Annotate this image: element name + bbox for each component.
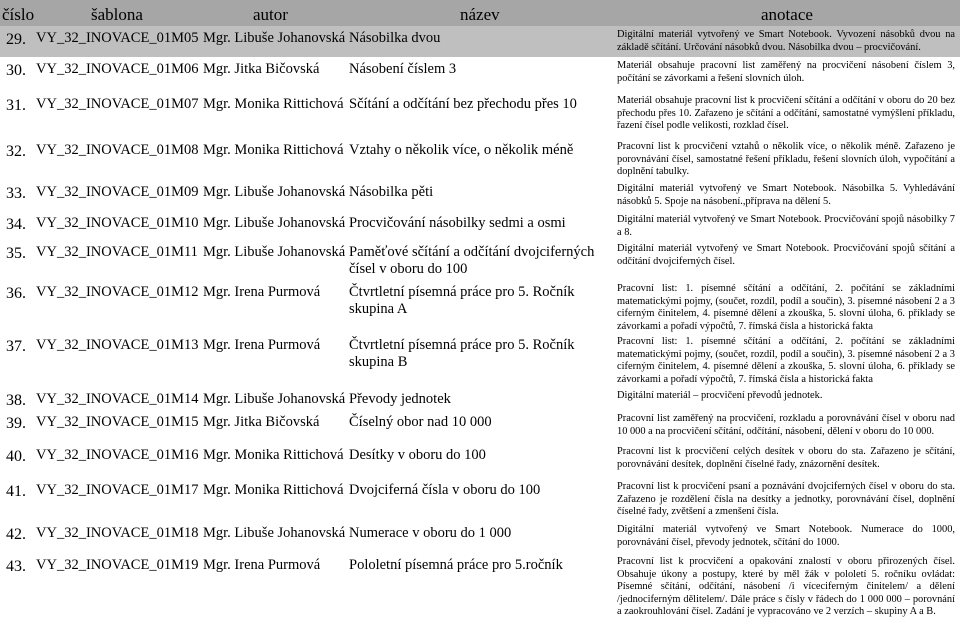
row-title: Procvičování násobilky sedmi a osmi (349, 215, 566, 231)
table-row (0, 26, 960, 57)
row-title: Násobilka dvou (349, 30, 441, 46)
table-row (0, 92, 960, 138)
row-author: Mgr. Monika Rittichová (203, 447, 344, 463)
row-number: 42. (6, 526, 26, 543)
row-title: Paměťové sčítání a odčítání dvojciferných čísel v oboru do 100 (349, 244, 595, 277)
row-author: Mgr. Jitka Bičovská (203, 61, 320, 77)
row-title: Numerace v oboru do 1 000 (349, 525, 512, 541)
row-author: Mgr. Monika Rittichová (203, 482, 344, 498)
row-template-code: VY_32_INOVACE_01M11 (36, 244, 198, 260)
row-template-code: VY_32_INOVACE_01M13 (36, 337, 199, 353)
table-row (0, 478, 960, 521)
row-template-code: VY_32_INOVACE_01M07 (36, 96, 199, 112)
row-annotation: Digitální materiál vytvořený ve Smart Notebook. Numerace do 1000, porovnávání čísel, převody jednotek, sčítání do 1000. (617, 524, 955, 548)
table-row (0, 333, 960, 387)
row-number: 40. (6, 448, 26, 465)
row-title: Převody jednotek (349, 391, 451, 407)
table-row (0, 387, 960, 410)
row-number: 39. (6, 415, 26, 432)
row-template-code: VY_32_INOVACE_01M12 (36, 284, 199, 300)
row-annotation: Pracovní list k procvičení a opakování znalostí v oboru přirozených čísel. Obsahuje úkony a postupy, které by měl žák v pololetí 5. ročníku ovládat: Písemné sčítání, odčítání, násobení /i víceciferným činitelem/ a dělení /jednociferným dělitelem/. Dále práce s čísly v řádech do 1 000 000 – porovnání a zaokrouhlování čísel. Zadání je vypracováno ve 2 verzích – skupiny A a B. (617, 556, 955, 618)
row-template-code: VY_32_INOVACE_01M16 (36, 447, 199, 463)
row-annotation: Digitální materiál – procvičení převodů jednotek. (617, 390, 823, 401)
row-title: Násobení číslem 3 (349, 61, 457, 77)
table-row (0, 211, 960, 240)
row-template-code: VY_32_INOVACE_01M06 (36, 61, 199, 77)
table-row (0, 553, 960, 634)
row-author: Mgr. Libuše Johanovská (203, 391, 346, 407)
row-annotation: Digitální materiál vytvořený ve Smart Notebook. Procvičování spojů násobilky 7 a 8. (617, 214, 955, 238)
row-author: Mgr. Libuše Johanovská (203, 184, 346, 200)
row-author: Mgr. Monika Rittichová (203, 142, 344, 158)
row-annotation: Pracovní list k procvičení psaní a poznávání dvojciferných čísel v oboru do sta. Zařazeno je rozdělení čísla na desítky a jednotky, porovnávání čísel, doplnění číselné řady, zvětšení a zmenšení čísla. (617, 481, 955, 518)
row-number: 33. (6, 185, 26, 202)
row-number: 43. (6, 558, 26, 575)
row-title: Sčítání a odčítání bez přechodu přes 10 (349, 96, 577, 112)
row-annotation: Digitální materiál vytvořený ve Smart Notebook. Vyvození násobků dvou na základě sčítání. Určování násobků dvou. Násobilka dvou – procvičování. (617, 29, 955, 53)
row-template-code: VY_32_INOVACE_01M18 (36, 525, 199, 541)
row-number: 29. (6, 31, 26, 48)
row-annotation: Pracovní list k procvičení vztahů o několik více, o několik méně. Zařazeno je porovnávání čísel, samostatné řešení příkladu, řešení slovních úloh, vypočítání a doplnění tabulky. (617, 141, 955, 178)
row-template-code: VY_32_INOVACE_01M10 (36, 215, 199, 231)
row-title: Dvojciferná čísla v oboru do 100 (349, 482, 541, 498)
row-annotation: Pracovní list k procvičení celých desítek v oboru do sta. Zařazeno je sčítání, porovnávání desítek, doplnění číselné řady, znázornění desítek. (617, 446, 955, 470)
row-template-code: VY_32_INOVACE_01M14 (36, 391, 199, 407)
row-title: Číselný obor nad 10 000 (349, 414, 492, 430)
row-number: 34. (6, 216, 26, 233)
row-author: Mgr. Libuše Johanovská (203, 244, 346, 260)
row-annotation: Materiál obsahuje pracovní list zaměřený na procvičení násobení číslem 3, počítání se závorkami a řešení slovních úloh. (617, 60, 955, 84)
table-row (0, 180, 960, 211)
table-row (0, 443, 960, 478)
row-number: 30. (6, 62, 26, 79)
header-template: šablona (91, 5, 143, 24)
row-template-code: VY_32_INOVACE_01M09 (36, 184, 199, 200)
table-row (0, 57, 960, 92)
row-number: 31. (6, 97, 26, 114)
row-title: Násobilka pěti (349, 184, 434, 200)
row-number: 38. (6, 392, 26, 409)
row-annotation: Pracovní list: 1. písemné sčítání a odčítání, 2. počítání se základními matematickými pojmy, (součet, rozdíl, podíl a součin), 3. písemné násobení 2 a 3 ciferným činitelem, 4. písemné dělení a zkouška, 5. slovní úloha, 6. příklady se závorkami a pořadí výpočtů, 7. římská čísla a historická fakta (617, 336, 955, 385)
row-annotation: Materiál obsahuje pracovní list k procvičení sčítání a odčítání v oboru do 20 bez přechodu přes 10. Zařazeno je sčítání a odčítání, samostatné vymýšlení příkladu, řazení čísel podle velikosti, rozklad čísel. (617, 95, 955, 132)
header-author: autor (253, 5, 288, 24)
row-template-code: VY_32_INOVACE_01M15 (36, 414, 199, 430)
row-template-code: VY_32_INOVACE_01M19 (36, 557, 199, 573)
row-author: Mgr. Monika Rittichová (203, 96, 344, 112)
table-row (0, 521, 960, 553)
row-title: Desítky v oboru do 100 (349, 447, 486, 463)
row-title: Čtvrtletní písemná práce pro 5. Ročník skupina B (349, 337, 575, 370)
row-number: 35. (6, 245, 26, 262)
row-annotation: Digitální materiál vytvořený ve Smart Notebook. Procvičování spojů sčítání a odčítání dvojciferných čísel. (617, 243, 955, 267)
row-annotation: Pracovní list: 1. písemné sčítání a odčítání, 2. počítání se základními matematickými pojmy, (součet, rozdíl, podíl a součin), 3. písemné násobení 2 a 3 ciferným činitelem, 4. písemné dělení a zkouška, 5. slovní úloha, 6. příklady se závorkami a pořadí výpočtů, 7. římská čísla a historická fakta (617, 283, 955, 332)
row-author: Mgr. Jitka Bičovská (203, 414, 320, 430)
row-annotation: Pracovní list zaměřený na procvičení, rozkladu a porovnávání čísel v oboru nad 10 000 a na procvičení sčítání, odčítání, násobení, dělení v oboru do 10 000. (617, 413, 955, 437)
row-author: Mgr. Libuše Johanovská (203, 30, 346, 46)
row-template-code: VY_32_INOVACE_01M17 (36, 482, 199, 498)
row-number: 41. (6, 483, 26, 500)
table-row (0, 280, 960, 333)
header-num: číslo (2, 5, 35, 24)
row-author: Mgr. Libuše Johanovská (203, 215, 346, 231)
row-author: Mgr. Irena Purmová (203, 557, 321, 573)
row-number: 36. (6, 285, 26, 302)
table-row (0, 240, 960, 280)
row-number: 37. (6, 338, 26, 355)
row-title: Pololetní písemná práce pro 5.ročník (349, 557, 563, 573)
row-title: Čtvrtletní písemná práce pro 5. Ročník skupina A (349, 284, 575, 317)
row-template-code: VY_32_INOVACE_01M08 (36, 142, 199, 158)
table-header (0, 0, 960, 26)
row-template-code: VY_32_INOVACE_01M05 (36, 30, 199, 46)
row-author: Mgr. Libuše Johanovská (203, 525, 346, 541)
table-row (0, 410, 960, 443)
table-row (0, 138, 960, 180)
row-number: 32. (6, 143, 26, 160)
header-title: název (460, 5, 500, 24)
row-author: Mgr. Irena Purmová (203, 337, 321, 353)
row-title: Vztahy o několik více, o několik méně (349, 142, 574, 158)
header-annotation: anotace (761, 5, 813, 24)
row-author: Mgr. Irena Purmová (203, 284, 321, 300)
row-annotation: Digitální materiál vytvořený ve Smart Notebook. Násobilka 5. Vyhledávání násobků 5. Spoje na násobení.,příprava na dělení 5. (617, 183, 955, 207)
